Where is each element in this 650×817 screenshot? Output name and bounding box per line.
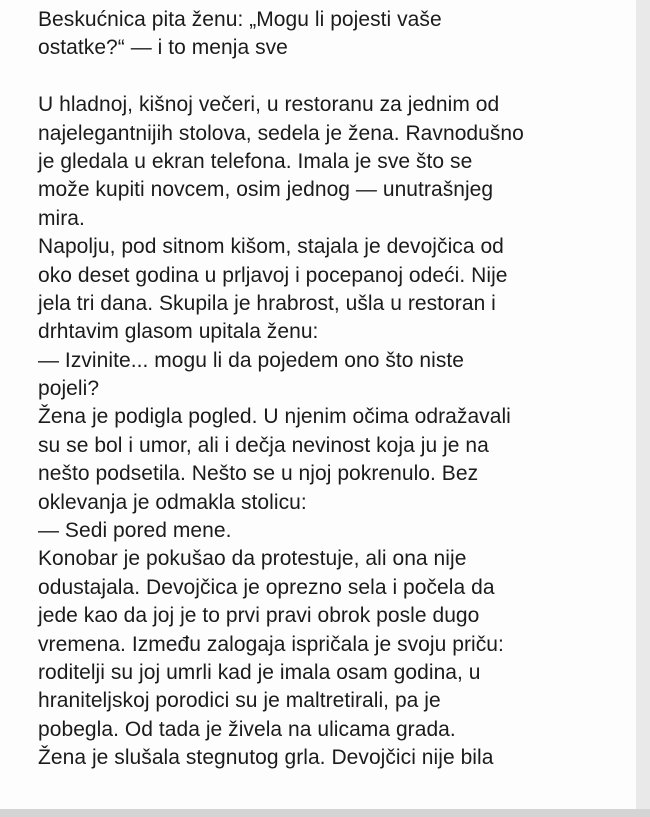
body-line: vremena. Između zalogaja ispričala je svoju priču:: [38, 632, 504, 656]
body-line: pojeli?: [38, 377, 100, 401]
body-line: pobegla. Od tada je živela na ulicama grada.: [38, 717, 456, 741]
body-line: oklevanja je odmakla stolicu:: [38, 490, 307, 514]
body-line: su se bol i umor, ali i dečja nevinost koja ju je na: [38, 433, 489, 457]
body-line: U hladnoj, kišnoj večeri, u restoranu za jednim od: [38, 93, 500, 117]
body-line: roditelji su joj umrli kad je imala osam godina, u: [38, 660, 481, 684]
article-text: [38, 6, 598, 773]
body-line: drhtavim glasom upitala ženu:: [38, 320, 319, 344]
title-line: ostatke?“ — i to menja sve: [38, 36, 288, 60]
body-line: — Izvinite... mogu li da pojedem ono što niste: [38, 348, 465, 372]
body-line: mira.: [38, 206, 85, 230]
bottom-edge-strip: [0, 809, 650, 817]
body-line: jede kao da joj je to prvi pravi obrok posle dugo: [38, 604, 480, 628]
body-line: može kupiti novcem, osim jednog — unutrašnjeg: [38, 178, 494, 202]
right-edge-strip: [636, 0, 650, 817]
body-line: je gledala u ekran telefona. Imala je sve što se: [38, 149, 473, 173]
body-line: Napolju, pod sitnom kišom, stajala je devojčica od: [38, 235, 504, 259]
paragraph-gap: [38, 63, 598, 91]
body-line: Konobar je pokušao da protestuje, ali ona nije: [38, 547, 467, 571]
title-line: Beskućnica pita ženu: „Mogu li pojesti vaše: [38, 8, 442, 31]
body-line: Žena je podigla pogled. U njenim očima odražavali: [38, 405, 511, 429]
body-line: odustajala. Devojčica je oprezno sela i počela da: [38, 575, 495, 599]
body-line: — Sedi pored mene.: [38, 519, 232, 543]
body-line: jela tri dana. Skupila je hrabrost, ušla u restoran i: [38, 291, 496, 315]
body-line: najelegantnijih stolova, sedela je žena. Ravnodušno: [38, 121, 524, 145]
body-line: hraniteljskoj porodici su je maltretirali, pa je: [38, 689, 441, 713]
body-line: nešto podsetila. Nešto se u njoj pokrenulo. Bez: [38, 462, 479, 486]
body-line: oko deset godina u prljavoj i pocepanoj odeći. Nije: [38, 263, 508, 287]
body-line: Žena je slušala stegnutog grla. Devojčici nije bila: [38, 746, 494, 770]
